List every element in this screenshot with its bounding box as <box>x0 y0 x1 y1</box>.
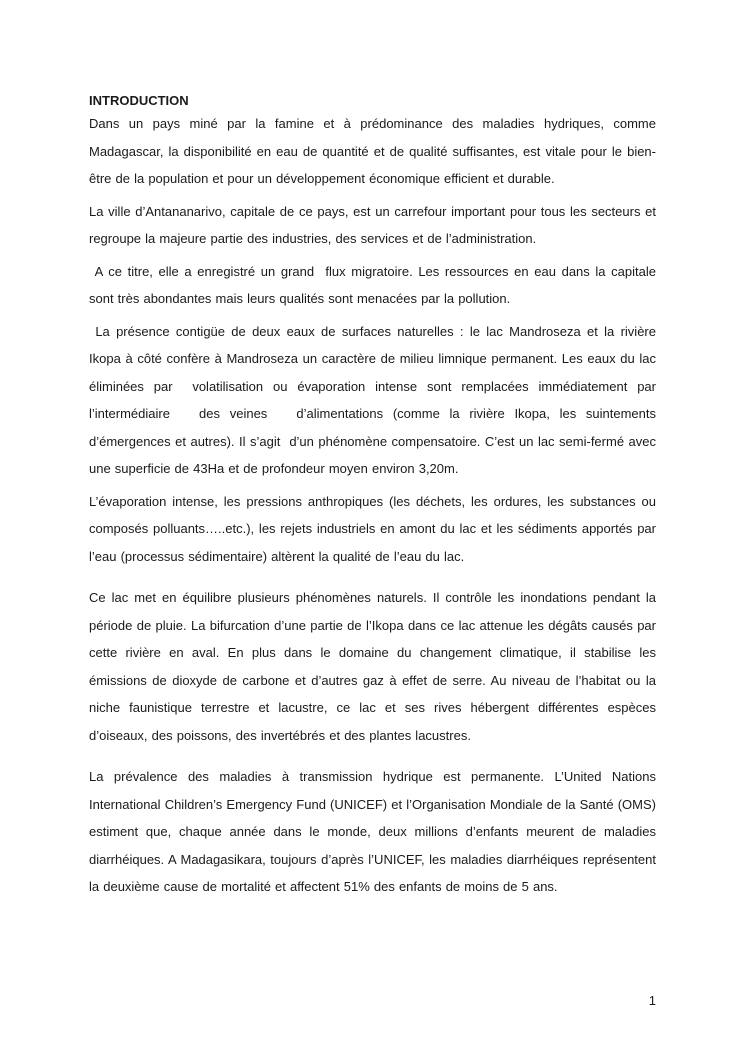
document-body <box>89 92 661 901</box>
paragraph-2: La ville d’Antananarivo, capitale de ce pays, est un carrefour important pour tous les secteurs et regroupe la majeure partie des industries, des services et de l’administration. <box>89 203 656 246</box>
page-number: 1 <box>648 993 656 1008</box>
paragraph-1: Dans un pays miné par la famine et à prédominance des maladies hydriques, comme Madagascar, la disponibilité en eau de quantité et de qualité suffisantes, est vitale pour le bien-être de la population et pour un développement économique efficient et durable. <box>89 116 656 186</box>
paragraph-3: A ce titre, elle a enregistré un grand flux migratoire. Les ressources en eau dans la capitale sont très abondantes mais leurs qualités sont menacées par la pollution. <box>89 263 661 306</box>
paragraph-4: La présence contigüe de deux eaux de surfaces naturelles : le lac Mandroseza et la rivière Ikopa à côté confère à Mandroseza un caractère de milieu limnique permanent. Les eaux du lac éliminées par volatilisation ou évaporation intense sont remplacées immédiatement par l’intermédiaire des veines d’alimentations (comme la rivière Ikopa, les suintements d’émergences et autres). Il s’agit d’un phénomène compensatoire. C’est un lac semi-fermé avec une superficie de 43Ha et de profondeur moyen environ 3,20m. <box>89 323 661 476</box>
paragraph-6: Ce lac met en équilibre plusieurs phénomènes naturels. Il contrôle les inondations pendant la période de pluie. La bifurcation d’une partie de l’Ikopa dans ce lac attenue les dégâts causés par cette rivière en aval. En plus dans le domaine du changement climatique, il stabilise les émissions de dioxyde de carbone et d’autres gaz à effet de serre. Au niveau de l’habitat ou la niche faunistique terrestre et lacustre, ce lac et ses rives hébergent différentes espèces d’oiseaux, des poissons, des invertébrés et des plantes lacustres. <box>89 590 656 743</box>
paragraph-7: La prévalence des maladies à transmission hydrique est permanente. L’United Nations International Children’s Emergency Fund (UNICEF) et l’Organisation Mondiale de la Santé (OMS) estiment que, chaque année dans le monde, deux millions d’enfants meurent de maladies diarrhéiques. A Madagasikara, toujours d’après l’UNICEF, les maladies diarrhéiques représentent la deuxième cause de mortalité et affectent 51% des enfants de moins de 5 ans. <box>89 769 656 894</box>
paragraph-5: L’évaporation intense, les pressions anthropiques (les déchets, les ordures, les substances ou composés polluants…..etc.), les rejets industriels en amont du lac et les sédiments apportés par l’eau (processus sédimentaire) altèrent la qualité de l’eau du lac. <box>89 493 656 564</box>
section-heading: INTRODUCTION <box>89 93 189 108</box>
